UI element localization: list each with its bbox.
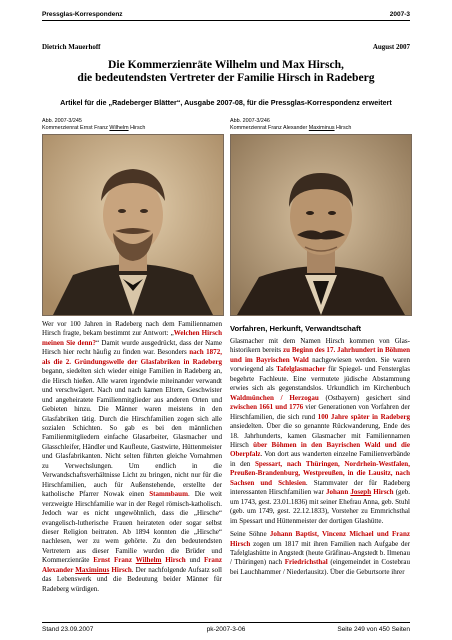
- figure-caption-1: [42, 118, 222, 132]
- section-heading: Vorfahren, Herkunft, Verwandtschaft: [230, 324, 362, 333]
- text-segment: nachgewiesen werden. Sie waren vorwiegend als: [230, 355, 410, 374]
- text-segment: Wer vor 100 Jahren in Radeberg nach dem Familiennamen Hirsch fragte, bekam bestimmt zur Antwort: „: [42, 320, 222, 338]
- figure-caption-text-1a: Kommerzienrat Ernst Franz: [42, 124, 110, 131]
- text-segment: vier Generationen von Vorfahren der Hirschfamilien, die sich rund: [230, 403, 410, 421]
- left-column-text: [42, 320, 222, 594]
- author: Dietrich Mauerhoff: [42, 43, 101, 51]
- article-subtitle: Artikel für die „Radeberger Blätter“, Ausgabe 2007-08, für die Pressglas-Korrespondenz erweitert: [60, 98, 392, 107]
- text-segment: Seine Söhne: [230, 530, 270, 539]
- text-segment: Spessart, nach Thüringen, Nordrhein-Westfalen, Preußen-Brandenburg, Westpreußen, in die Lausitz, nach Sachsen und Schlesien: [230, 459, 410, 487]
- portrait-photo-wilhelm: [42, 134, 224, 316]
- text-segment: zu Beginn des 17. Jahrhundert in Böhmen und im Bayrischen Wald: [230, 346, 411, 364]
- article-title: [42, 58, 410, 85]
- text-segment: Stammbaum: [149, 490, 188, 499]
- figure-number-1: Abb. 2007-3/245: [42, 118, 82, 124]
- issue-number: 2007-3: [389, 11, 410, 18]
- portrait-photo-maximinus: [230, 134, 412, 316]
- text-segment: (Ostbayern) gesichert sind: [318, 393, 410, 402]
- title-line-2: die bedeutendsten Vertreter der Familie Hirsch in Radeberg: [77, 71, 375, 85]
- journal-name: Pressglas-Korrespondenz: [42, 11, 123, 18]
- right-column-text: [230, 337, 410, 577]
- text-segment: über Böhmen in den Bayrischen Wald und die Oberpfalz: [230, 440, 410, 459]
- footer-status: Stand 23.09.2007: [42, 626, 94, 633]
- footer-page-number: Seite 249 von 450 Seiten: [337, 626, 410, 633]
- paragraph-1: [230, 337, 410, 526]
- text-segment: zogen um 1817 mit ihren Familien nach Aufgabe der Tafelglashütte in Angstedt (heute Gräfinau-Angstedt b. Ilmenau / Thüringen) nach: [230, 539, 410, 567]
- header-rule: [42, 20, 410, 21]
- text-segment: Wilhelm: [135, 556, 162, 565]
- text-segment: Waldmünchen / Herzogau: [230, 393, 319, 402]
- text-segment: Maximinus: [75, 565, 110, 574]
- title-line-1: Die Kommerzienräte Wilhelm und Max Hirsch,: [108, 58, 344, 71]
- text-segment: ansiedelten. Über die so genannte Rückwanderung, Ende des 18. Jahrhunderts, kamen Glasmacher mit Familiennamen Hirsch: [230, 422, 410, 449]
- text-segment: Johann Baptist, Vincenz Michael und Franz Hirsch: [230, 530, 411, 548]
- text-segment: (geb. um 1743, gest. 23.01.1836) mit seiner Ehefrau Anna, geb. Stuhl (geb. um 1749, gest. 22.12.1833), Vorsteher zu Emmrichsthal im Spessart und Hüttenmeister der dortigen Glashütte.: [230, 488, 410, 525]
- figure-caption-text-2a: Kommerzienrat Franz Alexander: [230, 124, 309, 131]
- text-segment: und: [185, 556, 204, 565]
- text-segment: . Stammvater der für Radeberg interessanten Hirschfamilien war: [230, 478, 410, 497]
- text-segment: . Die weit verzweigte Hirschfamilie war in der Regel römisch-katholisch. Jedoch war es nicht ungewöhnlich, dass die „Hirsche“ evangelisch-lutherische Frauen heirateten oder sogar selbst dieser Religion beitraten. Ab 1894 konnten die „Hirsche“ nachlesen, wer zu wem gehörte. Zu den bedeutendsten Vertretern aus dieser Familie wurden die Brüder und Kommerzienräte: [42, 490, 222, 565]
- figure-caption-text-1c: Hirsch: [128, 124, 146, 131]
- text-segment: Ernst Franz: [93, 556, 136, 565]
- figure-caption-2: [230, 118, 410, 132]
- figure-number-2: Abb. 2007-3/246: [230, 118, 270, 124]
- text-segment: Glasmacher mit dem Namen Hirsch kommen von Glashistorikern bereits: [230, 337, 410, 355]
- text-segment: Tafelglasmacher: [276, 365, 326, 374]
- text-segment: . Der nachfolgende Aufsatz soll das Lebenswerk und die Bedeutung beider Männer für Radeberg würdigen.: [42, 565, 222, 593]
- text-segment: 100 Jahre später in Radeberg: [317, 412, 410, 421]
- text-segment: Franz Alexander: [42, 556, 222, 574]
- text-segment: begann, siedelten sich wieder einige Familien in Radeberg an, die Hirsch hießen. Alle waren irgendwie miteinander verwandt und verschwägert. Nach und nach kamen Eltern, Geschwister und angeheiratete Familienmitglieder aus anderen Orten und Gebieten hinzu. Die Männer waren meistens in den Glasfabriken tätig. Durch die Hirschfamilien zogen sich alle sozialen Schichten. So gab es bei den männlichen Familienmitgliedern einfache Glasarbeiter, Glasmacher und Glasschleifer, Händler und Kaufleute, Gastwirte, Hüttenmeister und Glasfabrikanten. Nicht selten führten gleiche Vornahmen zu Verwechslungen. Um endlich in die Verwandschaftsverhältnisse Licht zu bringen, nicht nur für die Hirschfamilien, auch für Außenstehende, erstellte der katholische Pfarrer Nowak einen: [42, 367, 222, 499]
- text-segment: . Von dort aus wanderten einzelne Familienverbände in den: [230, 450, 410, 468]
- figure-caption-text-1b: Wilhelm: [109, 124, 129, 131]
- footer-file-id: pk-2007-3-06: [206, 626, 246, 633]
- text-segment: Joseph: [350, 488, 372, 497]
- text-segment: zwischen 1661 und 1776: [230, 403, 304, 412]
- text-segment: Hirsch: [161, 556, 186, 565]
- text-segment: nach 1872, als die 2. Gründungswelle der Glasfabriken in Radeberg: [42, 348, 222, 366]
- text-segment: Hirsch: [109, 565, 132, 574]
- text-segment: für Spiegel- und Fensterglas begehrte Fachleute. Eine vermutete jüdische Abstammung erwies sich als gegenstandslos. Urkundlich im Kirchenbuch: [230, 365, 410, 393]
- text-segment: Welchen Hirsch meinen Sie denn?: [42, 329, 222, 347]
- text-segment: Hirsch: [371, 488, 394, 497]
- text-segment: Friedrichsthal: [284, 558, 328, 567]
- figure-caption-text-2b: Maximinus: [308, 124, 335, 131]
- footer-rule: [42, 622, 410, 623]
- text-segment: “ Damit wurde ausgedrückt, dass der Name Hirsch hier recht häufig zu finden war. Besonders: [42, 338, 222, 357]
- paragraph-2: [230, 530, 410, 577]
- text-segment: Johann: [325, 488, 351, 497]
- article-date: August 2007: [372, 43, 410, 51]
- figure-caption-text-2c: Hirsch: [334, 124, 352, 131]
- text-segment: (eingemeindet in Costebrau bei Lauchhammer / Niederlausitz). Über die Geburtsorte ihrer: [230, 558, 410, 576]
